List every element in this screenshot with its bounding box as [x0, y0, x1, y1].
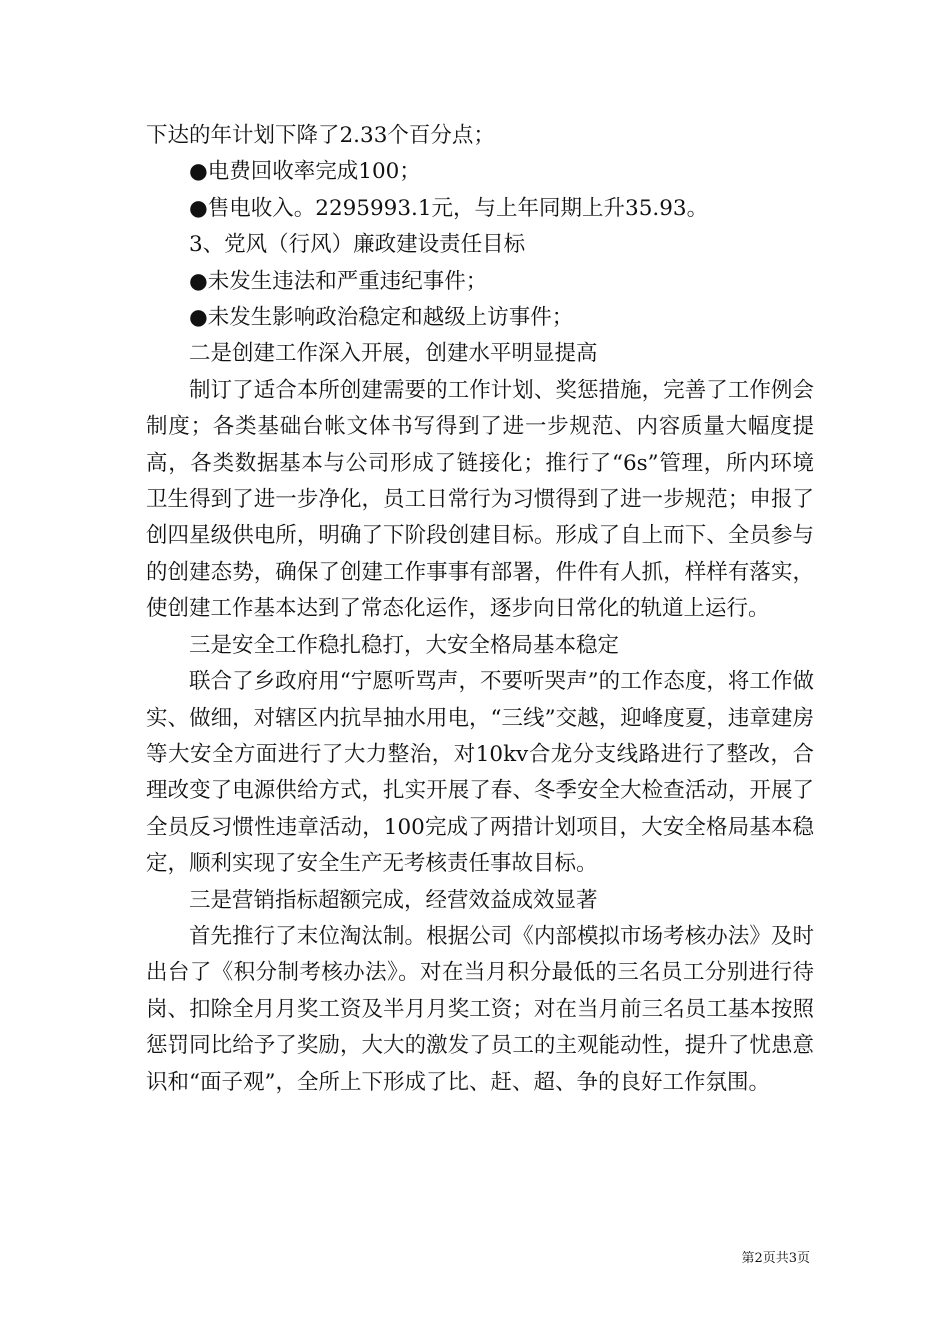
- section-heading-marketing: 三是营销指标超额完成，经营效益成效显著: [189, 887, 598, 913]
- page-number: 第2页共3页: [741, 1251, 810, 1266]
- paragraph-4: ●未发生违法和严重违纪事件；: [189, 268, 488, 294]
- section-heading-creation: 二是创建工作深入开展，创建水平明显提高: [189, 341, 598, 367]
- paragraph-5: ●未发生影响政治稳定和越级上访事件；: [189, 305, 574, 331]
- paragraph-2: ●售电收入。2295993.1元，与上年同期上升35.93。: [189, 195, 709, 221]
- paragraph-9: 联合了乡政府用“宁愿听骂声，不要听哭声”的工作态度，将工作做实、做细，对辖区内抗旱抽水用电，“三线”交越，迎峰度夏，违章建房等大安全方面进行了大力整治，对10kv合龙分支线路进行了整改，合理改变了电源供给方式，扎实开展了春、冬季安全大检查活动，开展了全员反习惯性违章活动，100完成了两措计划项目，大安全格局基本稳定，顺利实现了安全生产无考核责任事故目标。: [146, 669, 814, 877]
- section-heading-safety: 三是安全工作稳扎稳打，大安全格局基本稳定: [189, 632, 620, 658]
- paragraph-11: 首先推行了末位淘汰制。根据公司《内部模拟市场考核办法》及时出台了《积分制考核办法》。对在当月积分最低的三名员工分别进行待岗、扣除全月月奖工资及半月月奖工资；对在当月前三名员工基本按照惩罚同比给予了奖励，大大的激发了员工的主观能动性，提升了忧患意识和“面子观”，全所上下形成了比、赶、超、争的良好工作氛围。: [146, 923, 814, 1095]
- document-body: [146, 118, 814, 1101]
- paragraph-3: 3、党风（行风）廉政建设责任目标: [189, 232, 526, 258]
- paragraph-0: 下达的年计划下降了2.33个百分点；: [146, 123, 495, 148]
- paragraph-7: 制订了适合本所创建需要的工作计划、奖惩措施，完善了工作例会制度；各类基础台帐文体书写得到了进一步规范、内容质量大幅度提高，各类数据基本与公司形成了链接化；推行了“6s”管理，所内环境卫生得到了进一步净化，员工日常行为习惯得到了进一步规范；申报了创四星级供电所，明确了下阶段创建目标。形成了自上而下、全员参与的创建态势，确保了创建工作事事有部署，件件有人抓，样样有落实，使创建工作基本达到了常态化运作，逐步向日常化的轨道上运行。: [146, 377, 814, 622]
- paragraph-1: ●电费回收率完成100；: [189, 159, 421, 185]
